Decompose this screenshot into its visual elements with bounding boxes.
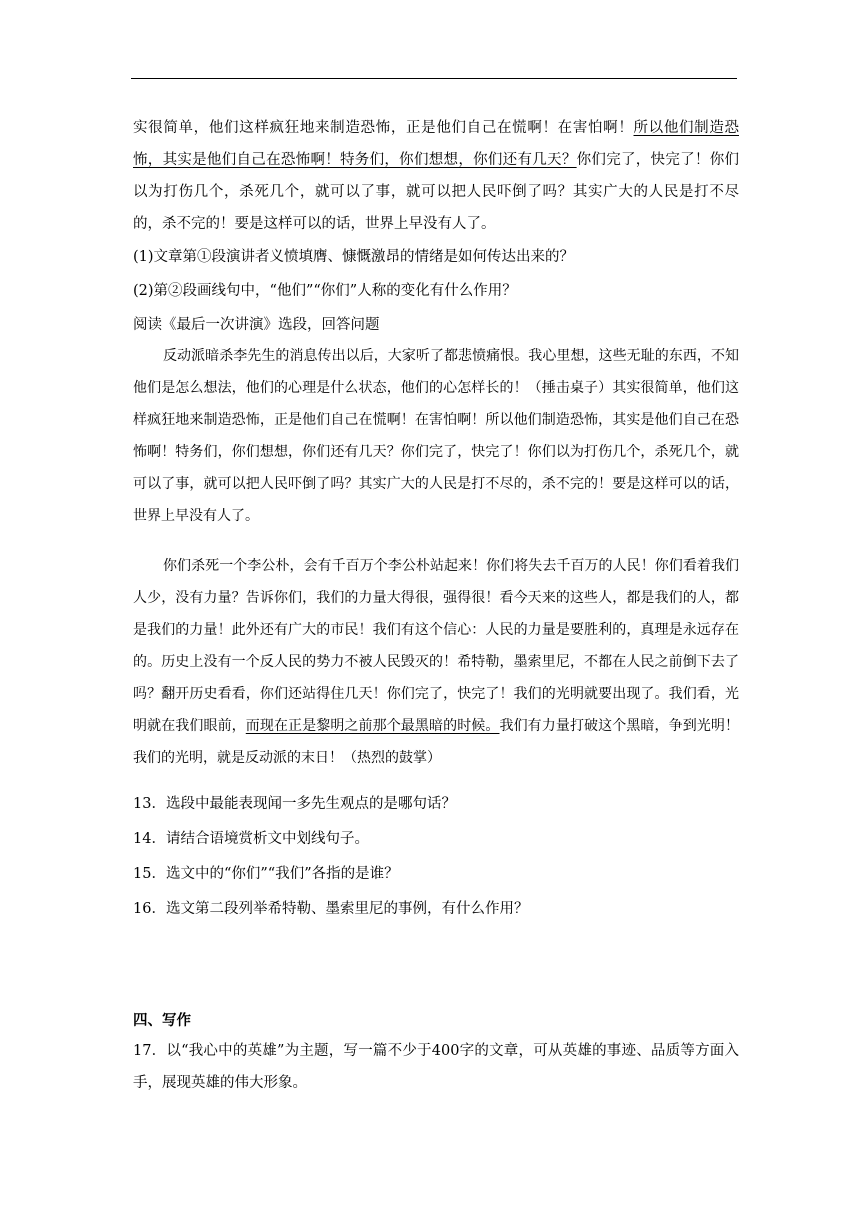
question-14: 14．请结合语境赏析文中划线句子。 xyxy=(133,831,369,847)
sub-question-1: (1)文章第①段演讲者义愤填膺、慷慨激昂的情绪是如何传达出来的？ xyxy=(133,249,575,265)
excerpt-paragraph-1: 反动派暗杀李先生的消息传出以后，大家听了都悲愤痛恨。我心里想，这些无耻的东西，不知他们是怎么想法，他们的心理是什么状态，他们的心怎样长的！（捶击桌子）其实很简单，他们这样疯狂地来制造恐怖，正是他们自己在慌啊！在害怕啊！所以他们制造恐怖，其实是他们自己在恐怖啊！特务们，你们想想，你们还有几天？你们完了，快完了！你们以为打伤几个，杀死几个，就可以了事，就可以把人民吓倒了吗？其实广大的人民是打不尽的，杀不完的！要是这样可以的话，世界上早没有人了。 xyxy=(133,348,739,524)
reading-instruction: 阅读《最后一次讲演》选段，回答问题 xyxy=(133,317,380,333)
underlined-sentence: 所以他们制造恐怖，其实是他们自己在恐怖啊！特务们，你们想想，你们还有几天？ xyxy=(133,120,739,168)
passage-continuation xyxy=(133,112,739,240)
underlined-sentence: 而现在正是黎明之前那个最黑暗的时候。 xyxy=(245,718,500,734)
question-13: 13．选段中最能表现闻一多先生观点的是哪句话？ xyxy=(133,796,456,812)
passage-text: 实很简单，他们这样疯狂地来制造恐怖，正是他们自己在慌啊！在害怕啊！ xyxy=(133,120,634,136)
question-17: 17．以“我心中的英雄”为主题，写一篇不少于400字的文章，可从英雄的事迹、品质等方面入手，展现英雄的伟大形象。 xyxy=(133,1043,739,1091)
section-heading-writing: 四、写作 xyxy=(133,1012,191,1029)
excerpt-paragraph-2 xyxy=(133,550,739,774)
sub-question-2: (2)第②段画线句中，“他们”“你们”人称的变化有什么作用？ xyxy=(133,283,517,299)
header-rule xyxy=(131,78,737,79)
excerpt-text: 你们杀死一个李公朴，会有千百万个李公朴站起来！你们将失去千百万的人民！你们看着我们人少，没有力量？告诉你们，我们的力量大得很，强得很！看今天来的这些人，都是我们的人，都是我们的力量！此外还有广大的市民！我们有这个信心：人民的力量是要胜利的，真理是永远存在的。历史上没有一个反人民的势力不被人民毁灭的！希特勒，墨索里尼，不都在人民之前倒下去了吗？翻开历史看看，你们还站得住几天！你们完了，快完了！我们的光明就要出现了。我们看，光明就在我们眼前， xyxy=(133,558,739,734)
question-15: 15．选文中的“你们”“我们”各指的是谁？ xyxy=(133,866,399,882)
excerpt-text: 我们有力量打破这个黑暗，争到光明！我们的光明，就是反动派的末日！（热烈的鼓掌） xyxy=(133,718,740,766)
question-16: 16．选文第二段列举希特勒、墨索里尼的事例，有什么作用？ xyxy=(133,901,529,917)
passage-text: 你们完了，快完了！你们以为打伤几个，杀死几个，就可以了事，就可以把人民吓倒了吗？其实广大的人民是打不尽的，杀不完的！要是这样可以的话，世界上早没有人了。 xyxy=(133,152,739,232)
